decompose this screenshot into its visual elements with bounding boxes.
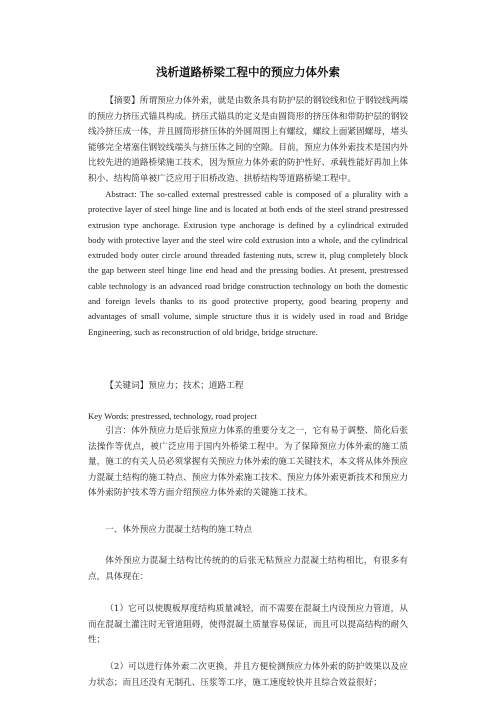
section1-heading-text: 一、体外预应力混凝土结构的施工特点	[105, 525, 253, 535]
abstract-en-text: Abstract: The so-called external prestressed cable is composed of a plurality with a protective layer of steel hinge line and is located at both ends of the steel strand prestressed extrusion type anchorage. Extrusion type anchorage is defined by a cylindrical extruded body with protective layer and the steel wire cold extrusion into a whole, and the cylindrical extruded body outer circle around threaded fastening nuts, screw it, plug completely block the gap between steel hinge line end head and the pressing bodies. At present, prestressed cable technology is an advanced road bridge construction technology on both the domestic and foreign levels thanks to its good protective property, good bearing property and advantages of small volume, simple structure thus it is widely used in road and Bridge Engineering, such as reconstruction of old bridge, bridge structure.	[88, 189, 408, 337]
abstract-cn	[88, 94, 408, 187]
section1-paragraph	[88, 554, 408, 585]
section1-item1-text: （1）它可以使腹板厚度结构质量减轻，而不需要在混凝土内设预应力管道，从而在混凝土灌注时无管道阻碍，使得混凝土质量容易保证，而且可以提高结构的耐久性；	[88, 604, 408, 645]
section1-item2-text: （2）可以进行体外索二次更换，并且方便检测预应力体外索的防护效果以及应力状态；而且还没有无制孔、压浆等工序，施工速度较快并且综合效益很好；	[88, 662, 408, 688]
keywords-en	[88, 409, 408, 424]
keywords-cn-text: 【关键词】预应力；技术；道路工程	[105, 381, 244, 391]
section1-paragraph-text: 体外预应力混凝土结构比传统的的后张无粘预应力混凝土结构相比，有很多有点，具体现在：	[88, 556, 408, 582]
keywords-en-text: Key Words: prestressed, technology, road project	[88, 411, 257, 421]
document-title: 浅析道路桥梁工程中的预应力体外索	[156, 65, 340, 79]
introduction	[88, 424, 408, 502]
abstract-cn-text: 【摘要】所谓预应力体外索，就是由数条具有防护层的钢铰线和位于钢铰线两端的预应力挤压式锚具构成。挤压式锚具的定义是由圆筒形的挤压体和带防护层的钢铰线冷挤压成一体，并且圆筒形挤压体的外圆周围上有螺纹，螺纹上面紧固螺母，堵头能够完全堵塞住钢铰线端头与挤压体之间的空隙。目前，预应力体外索技术是国内外比较先进的道路桥梁施工技术，因为预应力体外索的防护性好、承载性能好再加上体积小、结构简单被广泛应用于旧桥改造、拱桥结构等道路桥梁工程中。	[88, 96, 408, 184]
section1-heading	[88, 523, 408, 539]
section1-item1	[88, 602, 408, 649]
abstract-en	[88, 187, 408, 340]
keywords-cn	[88, 379, 408, 395]
section1-item2	[88, 660, 408, 691]
introduction-text: 引言：体外预应力是后张预应力体系的重要分支之一，它有易于调整、简化后张法操作等优点，被广泛应用于国内外桥梁工程中。为了保障预应力体外索的施工质量，施工的有关人员必须掌握有关预应力体外索的施工关键技术，本文将从体外预应力混凝土结构的施工特点、预应力体外索施工技术、预应力体外索更新技术和预应力体外索防护技术等方面介绍预应力体外索的关键施工技术。	[88, 426, 408, 498]
